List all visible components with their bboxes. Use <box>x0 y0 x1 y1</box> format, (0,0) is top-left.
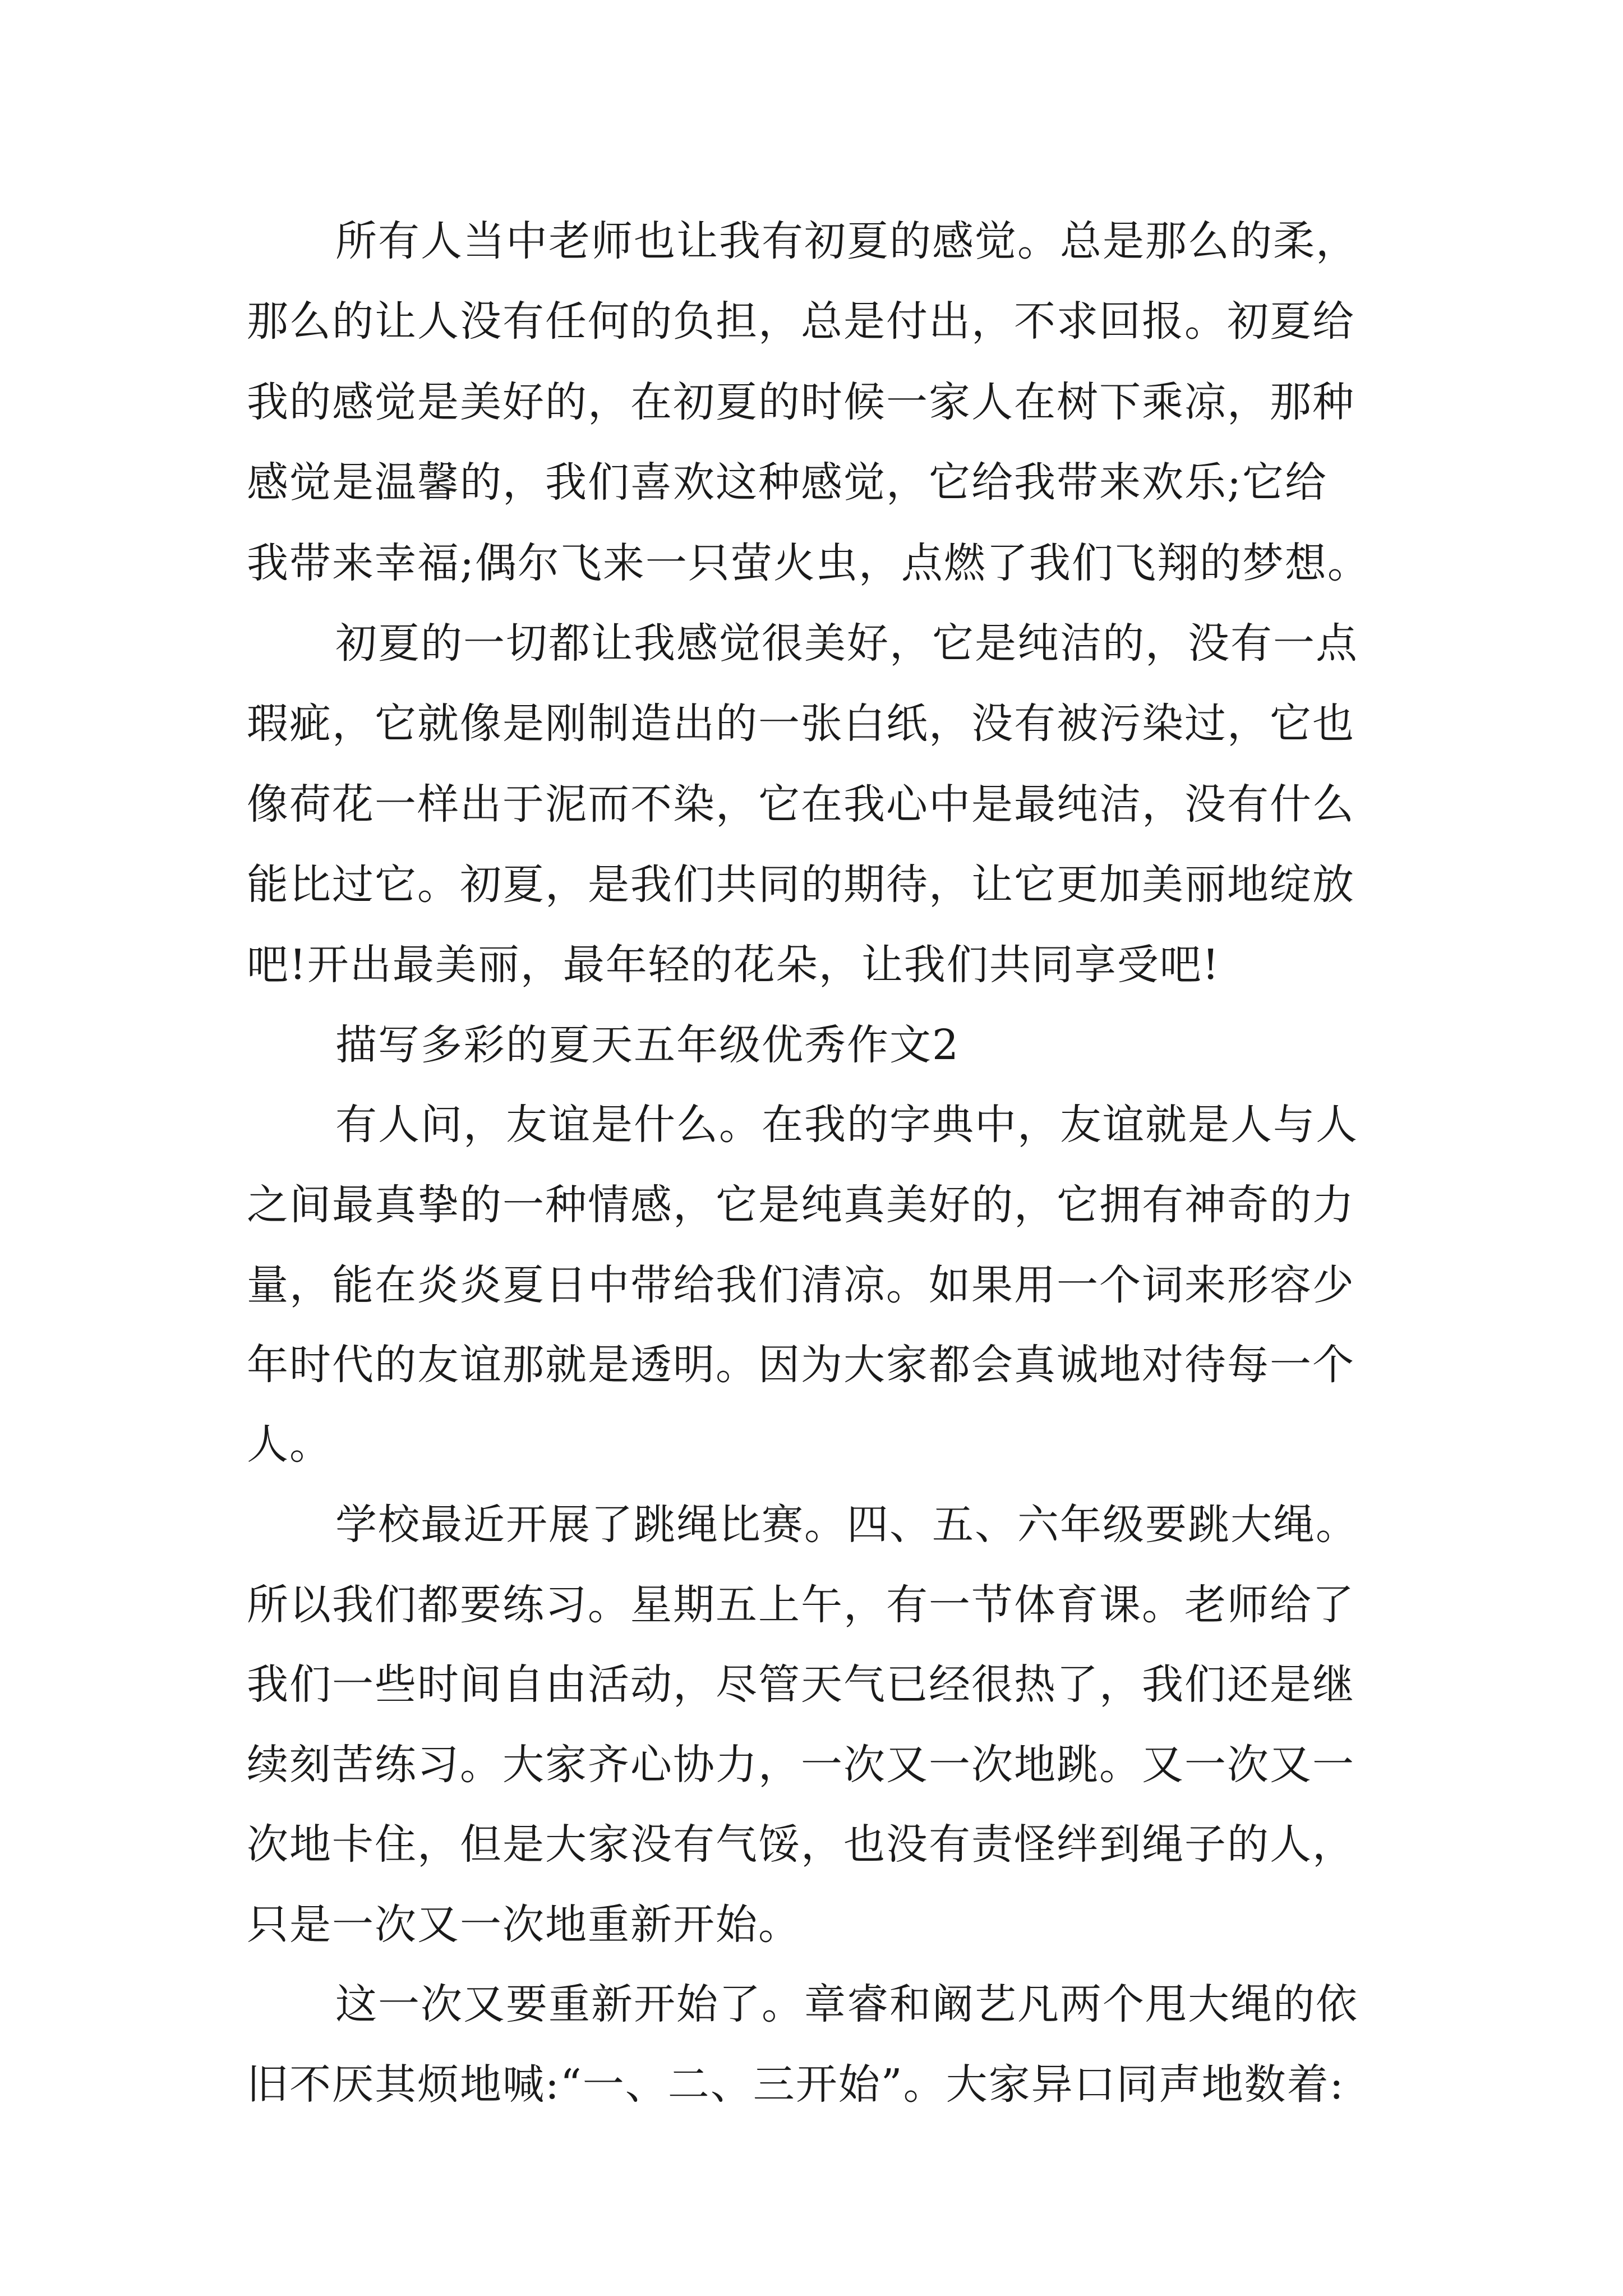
text-line: 那么的让人没有任何的负担，总是付出，不求回报。初夏给 <box>247 297 1355 346</box>
section-heading: 描写多彩的夏天五年级优秀作文2 <box>335 1021 960 1069</box>
text-line: 所有人当中老师也让我有初夏的感觉。总是那么的柔， <box>335 217 1358 265</box>
text-line: 续刻苦练习。大家齐心协力，一次又一次地跳。又一次又一 <box>247 1741 1355 1789</box>
text-line: 我们一些时间自由活动，尽管天气已经很热了，我们还是继 <box>247 1660 1355 1709</box>
text-line: 瑕疵，它就像是刚制造出的一张白纸，没有被污染过，它也 <box>247 700 1355 748</box>
text-line: 我带来幸福;偶尔飞来一只萤火虫，点燃了我们飞翔的梦想。 <box>247 539 1370 587</box>
text-line: 像荷花一样出于泥而不染，它在我心中是最纯洁，没有什么 <box>247 780 1355 829</box>
text-line: 学校最近开展了跳绳比赛。四、五、六年级要跳大绳。 <box>335 1501 1358 1549</box>
text-line: 人。 <box>247 1420 332 1469</box>
text-line: 初夏的一切都让我感觉很美好，它是纯洁的，没有一点 <box>335 619 1358 668</box>
text-line: 只是一次又一次地重新开始。 <box>247 1901 801 1949</box>
text-line: 有人问，友谊是什么。在我的字典中，友谊就是人与人 <box>335 1101 1358 1149</box>
text-line: 年时代的友谊那就是透明。因为大家都会真诚地对待每一个 <box>247 1341 1355 1389</box>
text-line: 能比过它。初夏，是我们共同的期待，让它更加美丽地绽放 <box>247 861 1355 909</box>
text-line: 量，能在炎炎夏日中带给我们清凉。如果用一个词来形容少 <box>247 1261 1355 1309</box>
text-line: 之间最真挚的一种情感，它是纯真美好的，它拥有神奇的力 <box>247 1181 1355 1229</box>
text-line: 次地卡住，但是大家没有气馁，也没有责怪绊到绳子的人， <box>247 1820 1355 1869</box>
text-line: 所以我们都要练习。星期五上午，有一节体育课。老师给了 <box>247 1581 1355 1629</box>
text-line: 感觉是温馨的，我们喜欢这种感觉，它给我带来欢乐;它给 <box>247 458 1327 507</box>
text-line: 我的感觉是美好的，在初夏的时候一家人在树下乘凉，那种 <box>247 378 1355 426</box>
text-line: 旧不厌其烦地喊:“一、二、三开始”。大家异口同声地数着: <box>247 2060 1345 2109</box>
text-line: 这一次又要重新开始了。章睿和阚艺凡两个甩大绳的依 <box>335 1980 1358 2028</box>
text-line: 吧!开出最美丽，最年轻的花朵，让我们共同享受吧! <box>247 941 1220 989</box>
